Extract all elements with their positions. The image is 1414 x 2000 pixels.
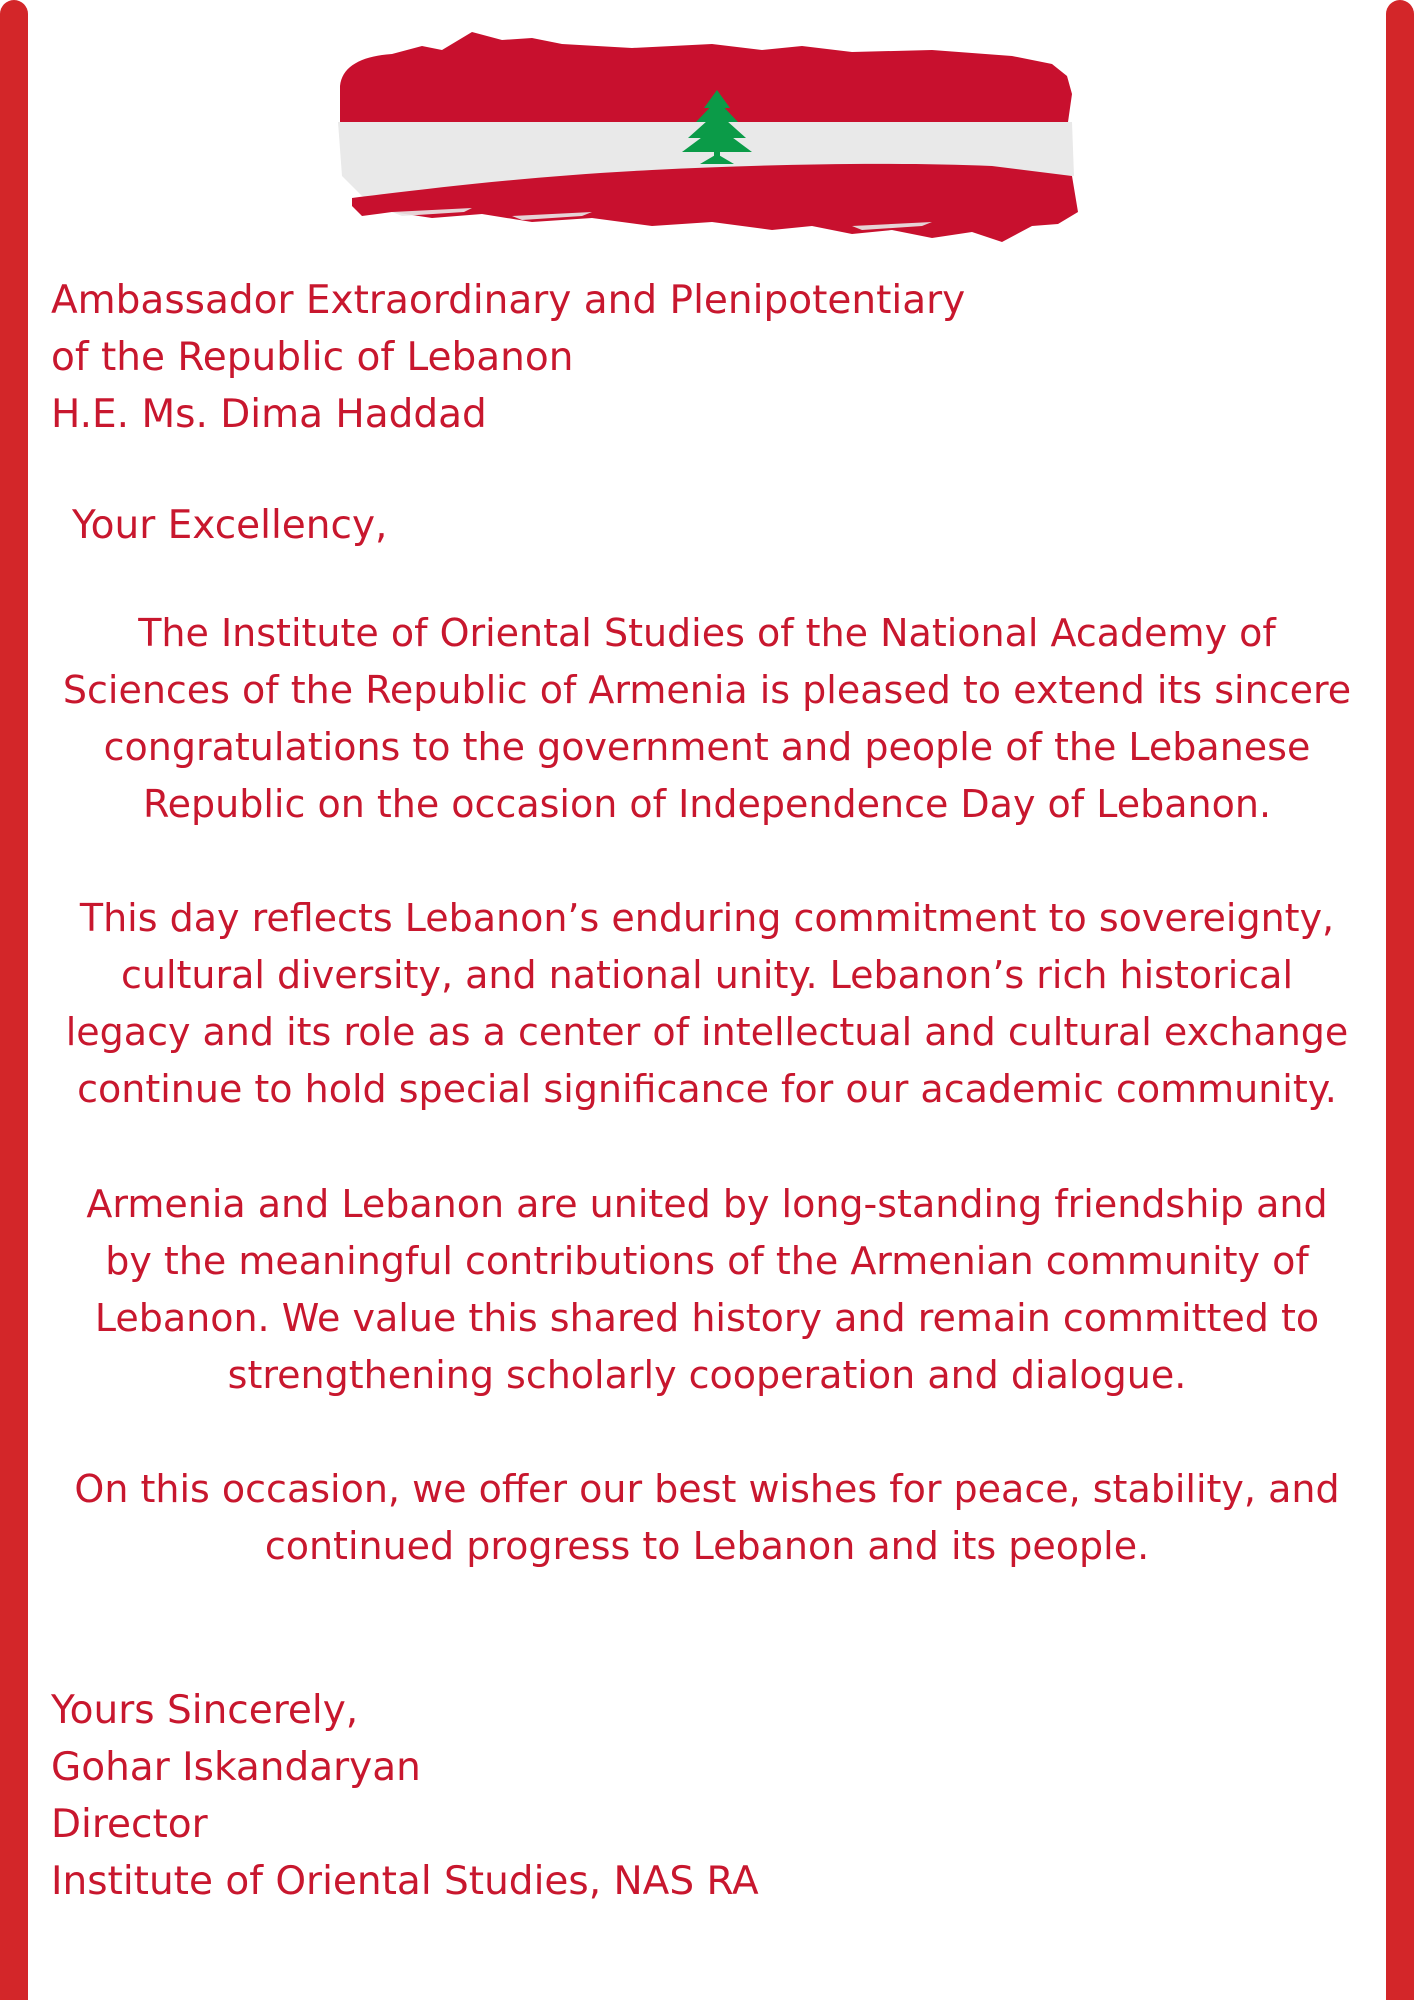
- paragraph-line: Sciences of the Republic of Armenia is pleased to extend its sincere: [62, 668, 1352, 712]
- addressee-block: [51, 272, 965, 443]
- right-border-bar: [1386, 0, 1414, 2000]
- lebanese-flag-icon: [332, 26, 1082, 256]
- paragraph-line: continue to hold special significance for our academic community.: [77, 1067, 1337, 1111]
- closing-phrase: Yours Sincerely,: [51, 1688, 359, 1733]
- flag-top-red-stripe: [340, 32, 1072, 122]
- body-paragraph-2: [50, 890, 1364, 1118]
- body-paragraph-1: [50, 605, 1364, 833]
- salutation: Your Excellency,: [72, 503, 388, 548]
- paragraph-line: On this occasion, we offer our best wishes for peace, stability, and: [74, 1467, 1340, 1511]
- paragraph-line: cultural diversity, and national unity. Lebanon’s rich historical: [120, 953, 1294, 997]
- left-border-bar: [0, 0, 28, 2000]
- addressee-name: H.E. Ms. Dima Haddad: [51, 392, 487, 437]
- paragraph-line: This day reflects Lebanon’s enduring commitment to sovereignty,: [79, 896, 1335, 940]
- addressee-title: Ambassador Extraordinary and Plenipotentiary: [51, 278, 966, 323]
- paragraph-line: continued progress to Lebanon and its people.: [264, 1524, 1150, 1568]
- signatory-name: Gohar Iskandaryan: [51, 1745, 421, 1790]
- paragraph-line: congratulations to the government and people of the Lebanese: [103, 725, 1311, 769]
- paragraph-line: by the meaningful contributions of the Armenian community of: [105, 1239, 1309, 1283]
- paragraph-line: legacy and its role as a center of intellectual and cultural exchange: [65, 1010, 1349, 1054]
- addressee-country: of the Republic of Lebanon: [51, 335, 574, 380]
- paragraph-line: Lebanon. We value this shared history and remain committed to: [94, 1296, 1320, 1340]
- closing-block: [51, 1682, 759, 1910]
- paragraph-line: The Institute of Oriental Studies of the National Academy of: [138, 611, 1276, 655]
- paragraph-line: strengthening scholarly cooperation and dialogue.: [227, 1353, 1187, 1397]
- signatory-title: Director: [51, 1802, 208, 1847]
- paragraph-line: Armenia and Lebanon are united by long-standing friendship and: [86, 1182, 1328, 1226]
- paragraph-line: Republic on the occasion of Independence Day of Lebanon.: [142, 782, 1272, 826]
- body-paragraph-3: [50, 1176, 1364, 1404]
- signatory-institution: Institute of Oriental Studies, NAS RA: [51, 1859, 759, 1904]
- body-paragraph-4: [50, 1461, 1364, 1575]
